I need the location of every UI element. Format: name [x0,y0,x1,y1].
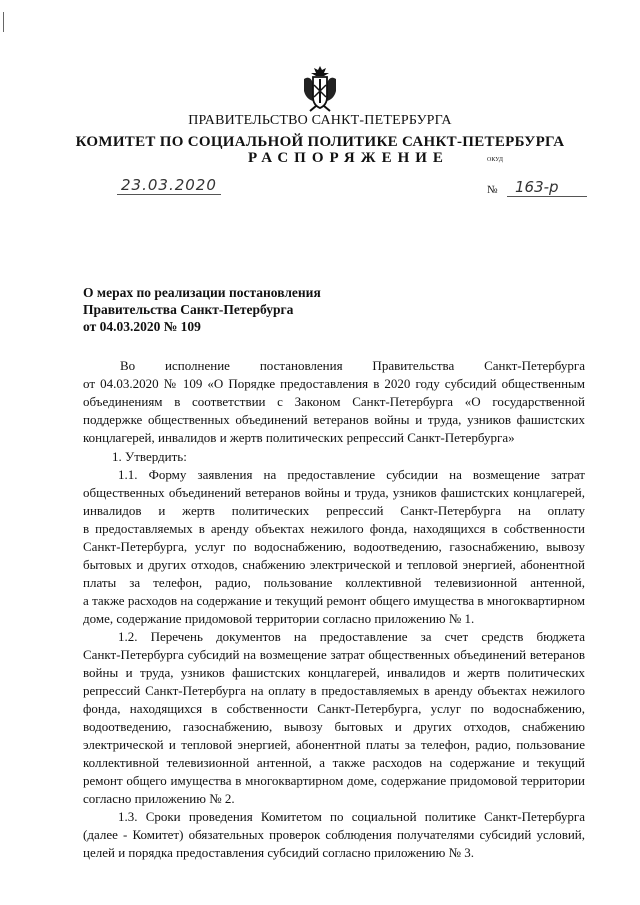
approve-heading: 1. Утвердить: [112,449,187,464]
document-type-title: РАСПОРЯЖЕНИЕ [248,150,449,166]
okud-label: ОКУД [487,157,503,163]
number-label: № [487,184,498,196]
subject-line: Правительства Санкт-Петербурга [83,302,294,317]
coat-of-arms-emblem-icon [296,65,344,113]
committee-header: КОМИТЕТ ПО СОЦИАЛЬНОЙ ПОЛИТИКЕ САНКТ-ПЕТЕРБУРГА [75,134,565,150]
item-1-2-paragraph: 1.2. Перечень документов на предоставление за счет средств бюджета Санкт-Петербурга субсидий на возмещение затрат общественных объединений ветеранов войны и труда, узников фашистских концлагерей, инвалидов и жертв политических репрессий Санкт-Петербурга на оплату в предоставляемых в аренду объектах нежилого фонда, находящихся в собственности Санкт-Петербурга, услуг по водоснабжению, водоотведению, газоснабжению, вывозу бытовых и других отходов, снабжению электрической и тепловой энергией, абонентной платы за телефон, радио, пользование коллективной телевизионной антенной, а также расходов на содержание и текущий ремонт общего имущества в многоквартирном доме, содержание придомовой территории согласно приложению № 2. [83,629,585,806]
document-number: 163-р [507,178,587,197]
subject-line: от 04.03.2020 № 109 [83,319,201,334]
scan-margin-mark [3,12,4,32]
preamble-paragraph: Во исполнение постановления Правительства Санкт-Петербурга от 04.03.2020 № 109 «О Порядке предоставления в 2020 году субсидий общественным объединениям в соответствии с Законом Санкт-Петербурга «О государственной поддержке общественных объединений ветеранов войны и труда, узников фашистских концлагерей, инвалидов и жертв политических репрессий Санкт-Петербурга» [83,358,585,445]
document-subject [83,284,321,335]
government-header: ПРАВИТЕЛЬСТВО САНКТ-ПЕТЕРБУРГА [188,113,452,128]
document-date: 23.03.2020 [117,176,221,195]
item-1-1-paragraph: 1.1. Форму заявления на предоставление субсидии на возмещение затрат общественных объединений ветеранов войны и труда, узников фашистских концлагерей, инвалидов и жертв политических репрессий Санкт-Петербурга на оплату в предоставляемых в аренду объектах нежилого фонда, находящихся в собственности Санкт-Петербурга, услуг по водоснабжению, водоотведению, газоснабжению, вывозу бытовых и других отходов, снабжению электрической и тепловой энергией, абонентной платы за телефон, радио, пользование коллективной телевизионной антенной, а также расходов на содержание и текущий ремонт общего имущества в многоквартирном доме, содержание придомовой территории согласно приложению № 1. [83,467,585,626]
subject-line: О мерах по реализации постановления [83,285,321,300]
item-1-3-paragraph: 1.3. Сроки проведения Комитетом по социальной политике Санкт-Петербурга (далее - Комитет) обязательных проверок соблюдения получателями субсидий условий, целей и порядка предоставления субсидий согласно приложению № 3. [83,809,585,860]
